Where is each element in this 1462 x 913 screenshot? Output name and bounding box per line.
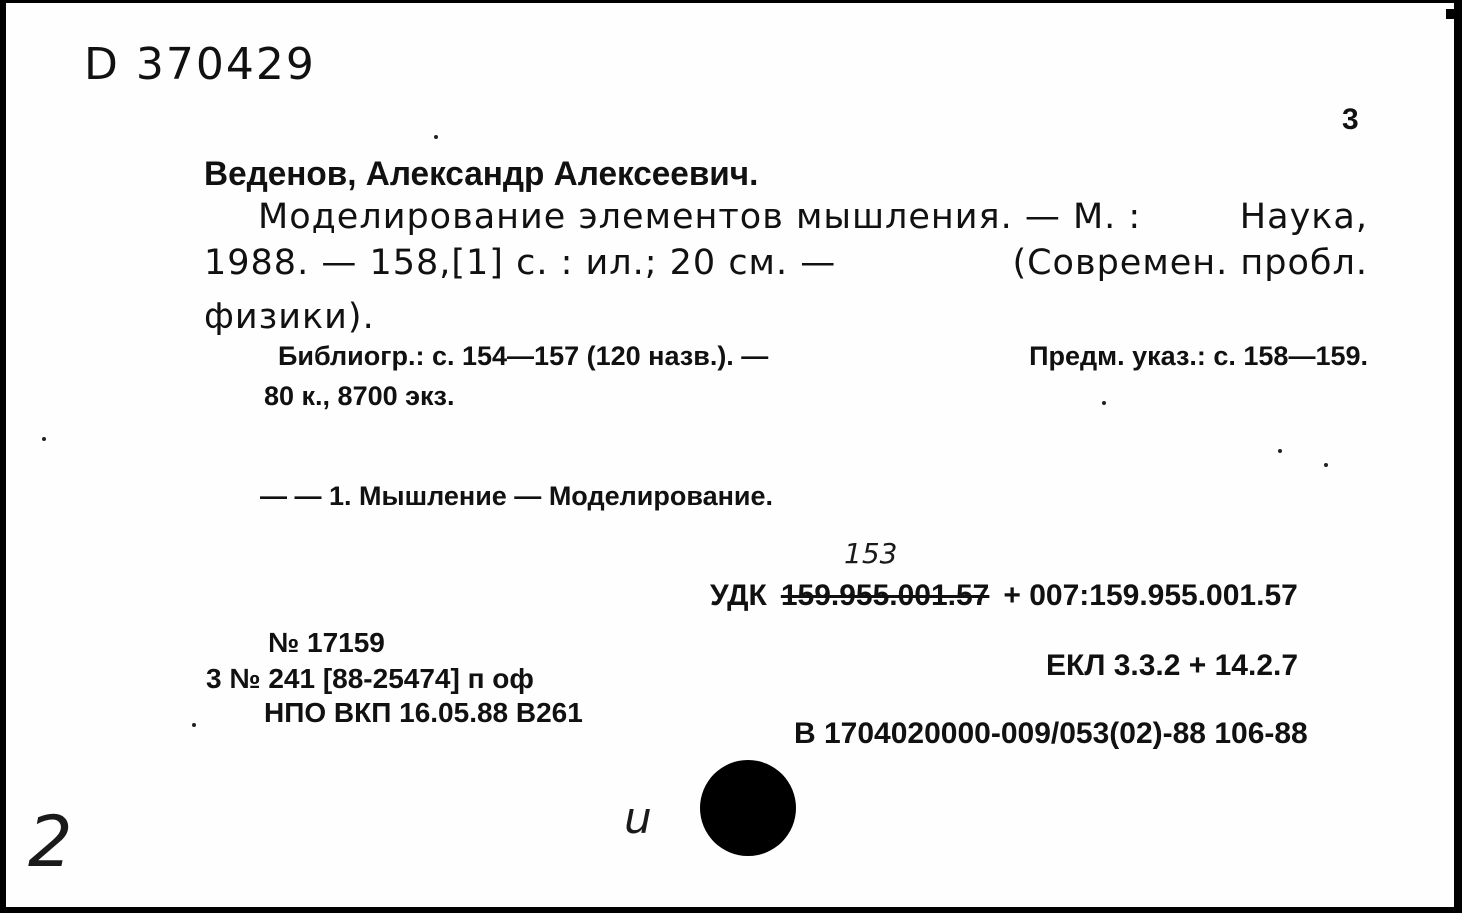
handwritten-mark: u [624, 793, 652, 844]
bbk-code: В 1704020000-009/053(02)-88 106-88 [794, 717, 1308, 750]
handwritten-two: 2 [28, 801, 73, 883]
speck [42, 437, 46, 441]
bibliography-note [278, 341, 1368, 372]
title-line-2 [204, 243, 1368, 283]
catalog-number: D 370429 [84, 39, 316, 90]
speck [434, 135, 438, 139]
speck [1102, 401, 1106, 405]
title-line-1-part-b: Наука, [1239, 197, 1368, 237]
punch-hole [700, 760, 796, 856]
udk-code: + 007:159.955.001.57 [1003, 579, 1298, 612]
subject-heading: — — 1. Мышление — Моделирование. [260, 481, 774, 511]
udk-crossed-code: 159.955.001.57 [780, 579, 990, 612]
corner-mark [1446, 9, 1458, 19]
title-line-2-part-b: (Современ. пробл. [1012, 243, 1368, 283]
npo-line: НПО ВКП 16.05.88 В261 [264, 697, 583, 728]
registration-number: № 17159 [268, 627, 385, 658]
handwritten-number: 153 [844, 537, 898, 570]
speck [1278, 449, 1282, 453]
udk-classification [710, 579, 1298, 613]
volume-number: 3 [1342, 103, 1359, 136]
price-and-print-run: 80 к., 8700 экз. [264, 381, 455, 411]
speck [192, 723, 196, 727]
title-line-1-part-a: Моделирование элементов мышления. — М. : [258, 197, 1142, 237]
order-line: 3 № 241 [88-25474] п оф [206, 663, 534, 694]
bibliography-part-b: Предм. указ.: с. 158—159. [1029, 341, 1368, 371]
author-name: Веденов, Александр Алексеевич. [204, 155, 759, 193]
speck [1324, 463, 1328, 467]
udk-label: УДК [710, 579, 767, 612]
title-line-3: физики). [204, 297, 375, 337]
title-line-1 [258, 197, 1368, 237]
ekl-classification: ЕКЛ 3.3.2 + 14.2.7 [1046, 649, 1299, 682]
bibliography-part-a: Библиогр.: с. 154—157 (120 назв.). — [278, 341, 769, 371]
title-line-2-part-a: 1988. — 158,[1] с. : ил.; 20 см. — [204, 243, 837, 283]
